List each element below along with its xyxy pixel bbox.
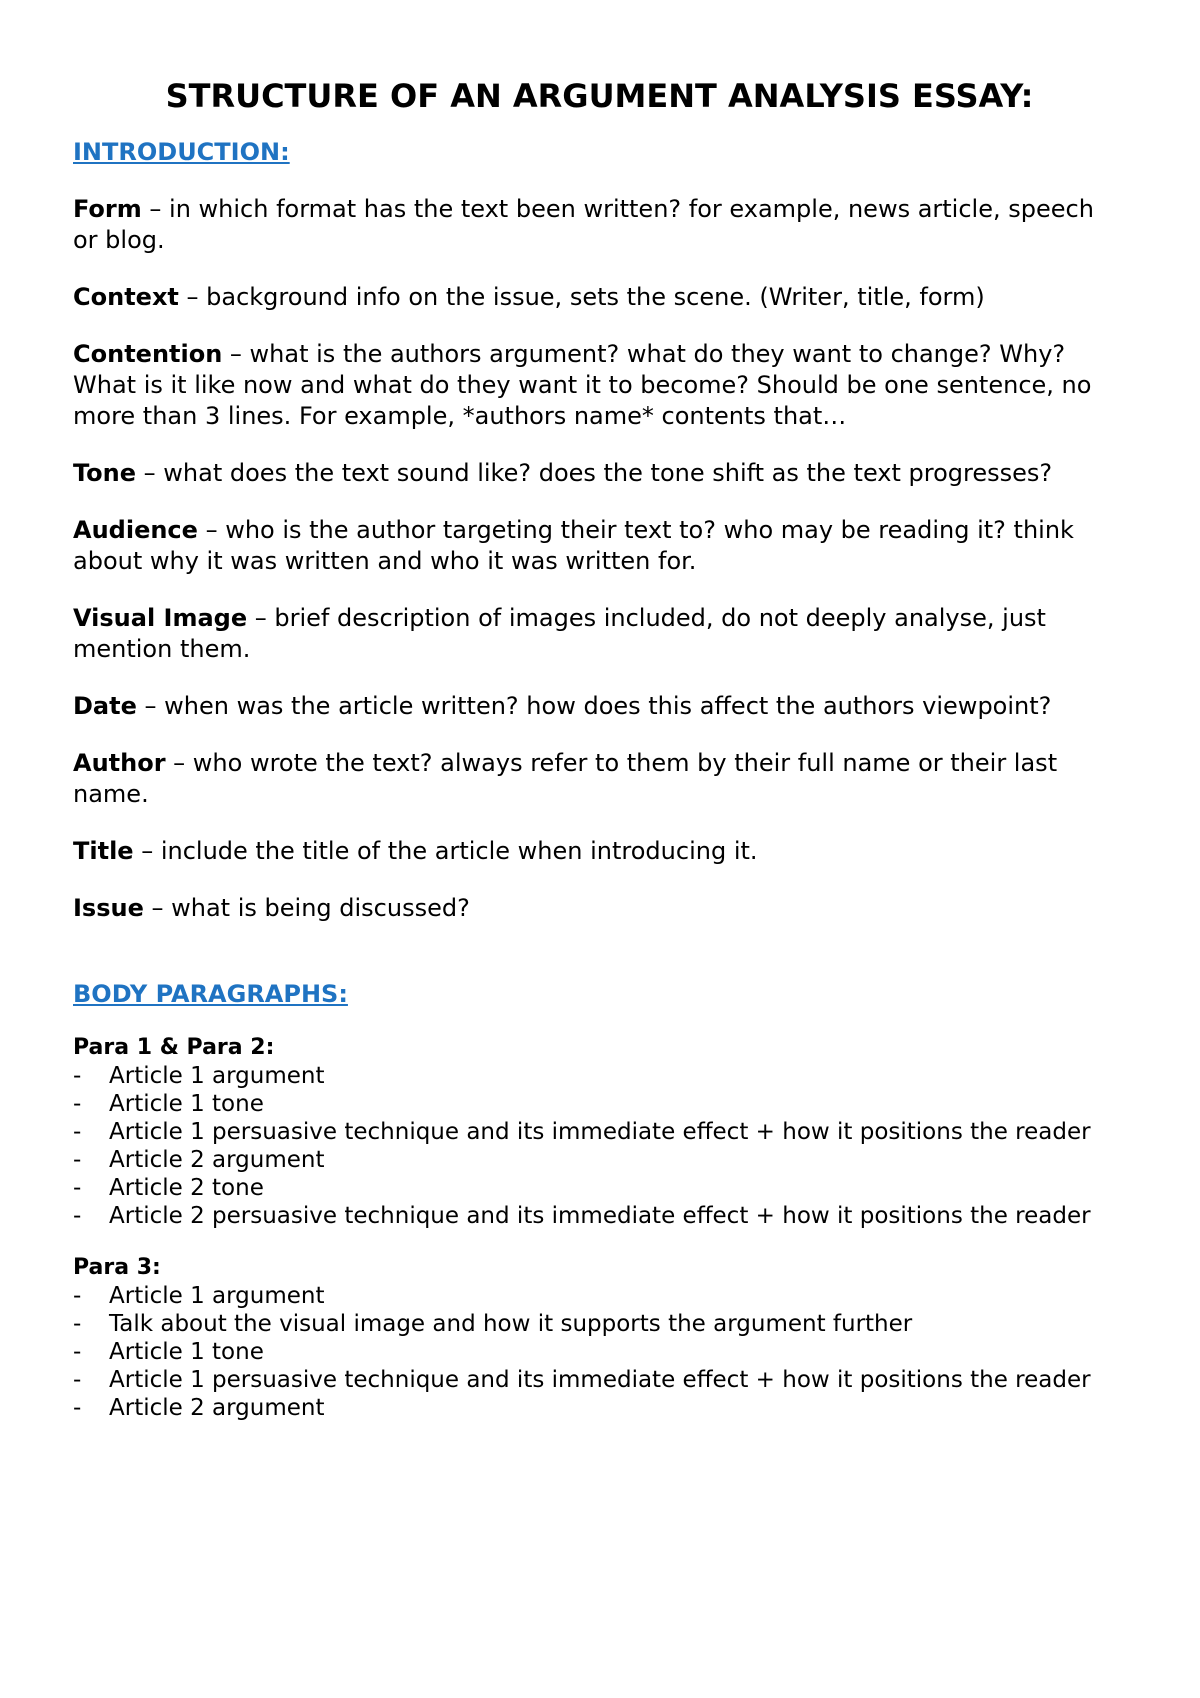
para-block-1-2 [73,1034,1104,1230]
introduction-items [73,194,1104,924]
list-item [73,1090,1104,1118]
dash-marker: - [73,1339,82,1365]
intro-term: Tone [73,459,137,487]
introduction-heading: INTRODUCTION: [73,138,290,166]
intro-term: Context [73,283,179,311]
para-label: Para 1 & Para 2: [73,1035,275,1060]
intro-term: Audience [73,516,198,544]
document-title: STRUCTURE OF AN ARGUMENT ANALYSIS ESSAY: [165,77,1034,115]
dash-marker: - [73,1395,82,1421]
intro-description: – include the title of the article when introducing it. [133,837,758,865]
body-paragraphs-heading: BODY PARAGRAPHS: [73,980,348,1008]
para-label: Para 3: [73,1255,161,1280]
intro-description: – what is the authors argument? what do they want to change? Why? What is it like now and what do they want it to become? Should be one sentence, no more than 3 lines. For example, *authors name* contents that… [73,340,1092,430]
intro-item-title [73,836,1104,867]
intro-description: – who wrote the text? always refer to them by their full name or their last name. [73,749,1058,808]
intro-item-visual-image [73,603,1104,665]
bullet-list [73,1282,1104,1422]
intro-item-issue [73,893,1104,924]
list-item-text: Article 1 tone [109,1339,264,1365]
intro-description: – when was the article written? how does this affect the authors viewpoint? [136,692,1052,720]
dash-marker: - [73,1063,82,1089]
list-item-text: Article 2 argument [109,1147,325,1173]
intro-description: – who is the author targeting their text to? who may be reading it? think about why it was written and who it was written for. [73,516,1074,575]
intro-item-context [73,282,1104,313]
list-item-text: Article 1 tone [109,1091,264,1117]
intro-description: – background info on the issue, sets the scene. (Writer, title, form) [178,283,985,311]
list-item-text: Article 2 tone [109,1175,264,1201]
intro-item-contention [73,339,1104,432]
list-item-text: Article 1 argument [109,1063,325,1089]
list-item [73,1282,1104,1310]
intro-item-tone [73,458,1104,489]
intro-term: Title [73,837,134,865]
list-item-text: Talk about the visual image and how it supports the argument further [109,1311,913,1337]
list-item-text: Article 1 argument [109,1283,325,1309]
list-item-text: Article 1 persuasive technique and its immediate effect + how it positions the reader [109,1119,1091,1145]
dash-marker: - [73,1175,82,1201]
list-item [73,1118,1104,1146]
dash-marker: - [73,1311,82,1337]
list-item [73,1310,1104,1338]
dash-marker: - [73,1147,82,1173]
list-item [73,1366,1104,1394]
list-item [73,1146,1104,1174]
intro-description: – what does the text sound like? does the tone shift as the text progresses? [136,459,1053,487]
dash-marker: - [73,1367,82,1393]
para-block-3 [73,1254,1104,1422]
list-item-text: Article 1 persuasive technique and its immediate effect + how it positions the reader [109,1367,1091,1393]
bullet-list [73,1062,1104,1230]
intro-description: – brief description of images included, do not deeply analyse, just mention them. [73,604,1046,663]
list-item [73,1202,1104,1230]
list-item [73,1062,1104,1090]
intro-item-form [73,194,1104,256]
intro-description: – in which format has the text been written? for example, news article, speech or blog. [73,195,1094,254]
intro-description: – what is being discussed? [143,894,470,922]
intro-term: Author [73,749,166,777]
intro-item-audience [73,515,1104,577]
dash-marker: - [73,1119,82,1145]
list-item-text: Article 2 argument [109,1395,325,1421]
dash-marker: - [73,1203,82,1229]
list-item-text: Article 2 persuasive technique and its immediate effect + how it positions the reader [109,1203,1091,1229]
intro-term: Date [73,692,137,720]
intro-term: Issue [73,894,144,922]
intro-item-date [73,691,1104,722]
list-item [73,1394,1104,1422]
list-item [73,1338,1104,1366]
intro-term: Form [73,195,142,223]
intro-term: Visual Image [73,604,248,632]
dash-marker: - [73,1283,82,1309]
list-item [73,1174,1104,1202]
intro-term: Contention [73,340,223,368]
intro-item-author [73,748,1104,810]
dash-marker: - [73,1091,82,1117]
